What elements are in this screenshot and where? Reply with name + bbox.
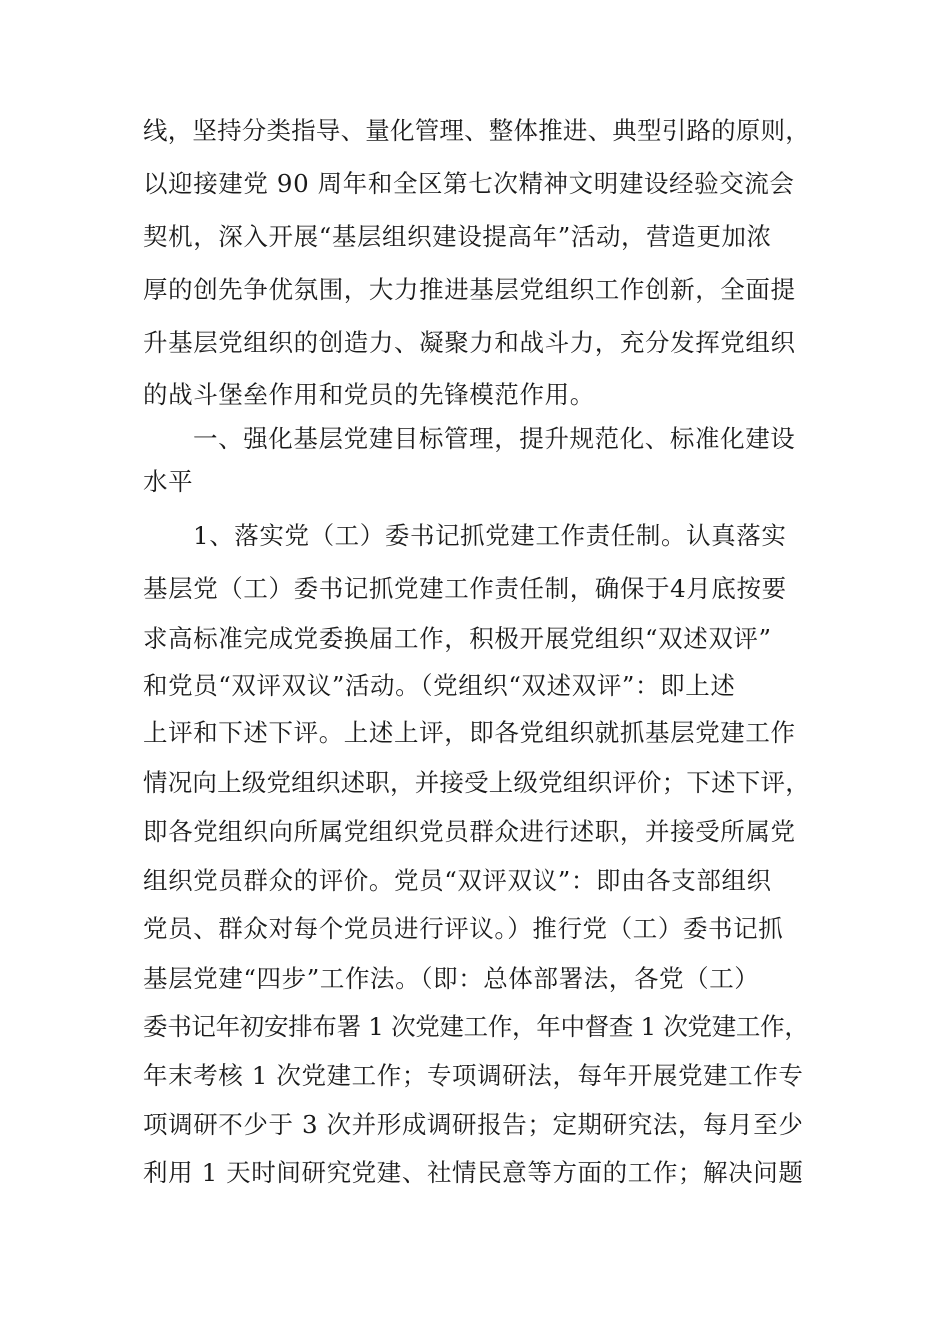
text-line: 即各党组织向所属党组织党员群众进行述职，并接受所属党: [143, 817, 796, 846]
text-line: 上评和下述下评。上述上评，即各党组织就抓基层党建工作: [143, 718, 796, 747]
text-line: 年末考核 1 次党建工作；专项调研法，每年开展党建工作专: [143, 1061, 804, 1090]
text-line: 线，坚持分类指导、量化管理、整体推进、典型引路的原则，: [143, 116, 810, 145]
text-line: 升基层党组织的创造力、凝聚力和战斗力，充分发挥党组织: [143, 328, 796, 357]
text-line: 和党员“双评双议”活动。（党组织“双述双评”：即上述: [143, 671, 736, 700]
section-heading-line: 水平: [143, 467, 194, 496]
text-line: 基层党建“四步”工作法。（即：总体部署法，各党（工）: [143, 964, 760, 993]
text-line: 情况向上级党组织述职，并接受上级党组织评价；下述下评，: [143, 768, 810, 797]
text-line: 求高标准完成党委换届工作，积极开展党组织“双述双评”: [143, 624, 772, 653]
text-line: 党员、群众对每个党员进行评议。）推行党（工）委书记抓: [143, 914, 784, 943]
text-line: 的战斗堡垒作用和党员的先锋模范作用。: [143, 380, 595, 409]
text-line: 1、落实党（工）委书记抓党建工作责任制。认真落实: [193, 521, 787, 550]
section-heading-line: 一、强化基层党建目标管理，提升规范化、标准化建设: [193, 424, 796, 453]
text-line: 以迎接建党 90 周年和全区第七次精神文明建设经验交流会: [143, 169, 795, 198]
text-line: 委书记年初安排布署 1 次党建工作，年中督查 1 次党建工作，: [143, 1012, 809, 1041]
text-line: 利用 1 天时间研究党建、社情民意等方面的工作；解决问题: [143, 1158, 804, 1187]
text-line: 契机，深入开展“基层组织建设提高年”活动，营造更加浓: [143, 222, 772, 251]
text-line: 基层党（工）委书记抓党建工作责任制，确保于4月底按要: [143, 574, 787, 603]
text-line: 项调研不少于 3 次并形成调研报告；定期研究法，每月至少: [143, 1110, 804, 1139]
text-line: 组织党员群众的评价。党员“双评双议”：即由各支部组织: [143, 866, 772, 895]
text-line: 厚的创先争优氛围，大力推进基层党组织工作创新，全面提: [143, 275, 796, 304]
